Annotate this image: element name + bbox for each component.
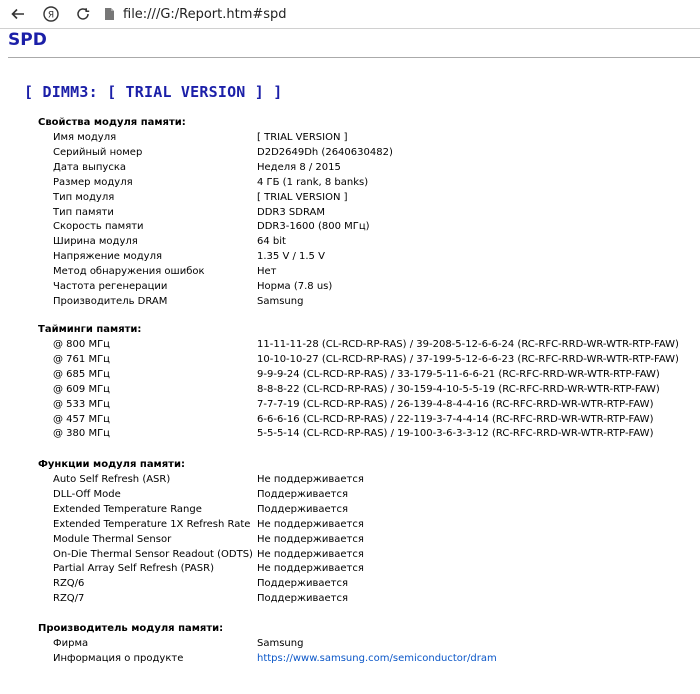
property-row [0,354,700,369]
property-value: Норма (7.8 us) [257,281,333,292]
back-button[interactable] [7,3,29,25]
property-name: Серийный номер [53,146,143,158]
property-value: 7-7-7-19 (CL-RCD-RP-RAS) / 26-139-4-8-4-4-16 (RC-RFC-RRD-WR-WTR-RTP-FAW) [257,398,654,410]
property-name: Extended Temperature 1X Refresh Rate [53,518,251,530]
property-row [0,296,700,311]
property-value: 64 bit [257,236,286,248]
property-row [0,534,700,549]
property-row [0,384,700,399]
property-value: 10-10-10-27 (CL-RCD-RP-RAS) / 37-199-5-12-6-6-23 (RC-RFC-RRD-WR-WTR-RTP-FAW) [257,353,679,365]
property-name: Auto Self Refresh (ASR) [53,474,171,485]
address-bar[interactable] [104,4,287,24]
property-name: Частота регенерации [53,281,168,292]
property-name: @ 761 МГц [53,353,110,365]
horizontal-rule [8,57,700,58]
property-value: 11-11-11-28 (CL-RCD-RP-RAS) / 39-208-5-12-6-6-24 (RC-RFC-RRD-WR-WTR-RTP-FAW) [257,339,679,350]
property-name: Производитель DRAM [53,295,168,307]
property-name: On-Die Thermal Sensor Readout (ODTS) [53,548,253,560]
page-logo: SPD [8,30,47,50]
property-row [0,504,700,519]
section-title: Тайминги памяти: [38,324,142,335]
property-name: RZQ/7 [53,593,85,605]
file-icon [104,7,115,21]
property-name: @ 533 МГц [53,398,110,410]
yandex-icon [43,6,59,22]
property-row [0,177,700,192]
yandex-button[interactable] [40,3,62,25]
toolbar-divider [0,28,700,29]
property-name: Ширина модуля [53,236,138,248]
property-row [0,593,700,608]
property-name: @ 800 МГц [53,339,110,350]
property-value: 8-8-8-22 (CL-RCD-RP-RAS) / 30-159-4-10-5-5-19 (RC-RFC-RRD-WR-WTR-RTP-FAW) [257,383,660,395]
property-row [0,236,700,251]
property-value: DDR3 SDRAM [257,206,325,218]
property-name: Partial Array Self Refresh (PASR) [53,563,214,575]
property-name: @ 457 МГц [53,413,110,425]
property-name: Скорость памяти [53,221,144,233]
property-row [0,192,700,207]
property-value: DDR3-1600 (800 МГц) [257,221,370,233]
property-row [0,653,700,668]
property-value: Samsung [257,295,304,307]
property-value: Не поддерживается [257,474,364,485]
property-row [0,266,700,281]
property-value: Samsung [257,638,304,649]
property-value: Не поддерживается [257,563,364,575]
property-value: D2D2649Dh (2640630482) [257,146,393,158]
property-name: Напряжение модуля [53,251,162,263]
property-value: 5-5-5-14 (CL-RCD-RP-RAS) / 19-100-3-6-3-3-12 (RC-RFC-RRD-WR-WTR-RTP-FAW) [257,428,654,440]
property-name: Дата выпуска [53,161,126,173]
property-row [0,162,700,177]
property-name: Фирма [53,638,89,649]
property-value: Не поддерживается [257,533,364,545]
property-row [0,578,700,593]
section-title: Функции модуля памяти: [38,459,185,470]
property-row [0,251,700,266]
property-row [0,638,700,653]
property-value: [ TRIAL VERSION ] [257,132,348,143]
svg-text:Я: Я [47,10,55,21]
property-row [0,428,700,443]
property-row [0,474,700,489]
property-row [0,414,700,429]
property-name: Module Thermal Sensor [53,533,172,545]
property-row [0,399,700,414]
property-value: Поддерживается [257,488,348,500]
property-row [0,549,700,564]
property-value: Не поддерживается [257,518,364,530]
property-value: 4 ГБ (1 rank, 8 banks) [257,176,369,188]
property-name: Информация о продукте [53,652,184,664]
property-name: Имя модуля [53,132,117,143]
property-row [0,147,700,162]
section-title: Производитель модуля памяти: [38,623,224,634]
property-name: Метод обнаружения ошибок [53,266,205,278]
property-value: Поддерживается [257,593,348,605]
address-text[interactable]: file:///G:/Report.htm#spd [123,6,287,22]
property-name: Тип памяти [53,206,114,218]
browser-toolbar [0,0,700,28]
property-value: 9-9-9-24 (CL-RCD-RP-RAS) / 33-179-5-11-6-6-21 (RC-RFC-RRD-WR-WTR-RTP-FAW) [257,368,660,380]
property-name: Тип модуля [53,191,115,203]
property-value: Нет [257,266,277,278]
reload-button[interactable] [72,3,94,25]
property-row [0,369,700,384]
property-name: @ 380 МГц [53,428,110,440]
property-row [0,519,700,534]
property-row [0,207,700,222]
property-value: [ TRIAL VERSION ] [257,191,348,203]
section-title: Свойства модуля памяти: [38,117,186,128]
property-row [0,563,700,578]
property-row [0,339,700,354]
reload-icon [76,7,90,21]
property-row [0,281,700,296]
product-info-link[interactable]: https://www.samsung.com/semiconductor/dram [257,652,497,664]
property-name: Размер модуля [53,176,133,188]
property-row [0,221,700,236]
property-value: Неделя 8 / 2015 [257,161,341,173]
property-row [0,489,700,504]
property-value: Не поддерживается [257,548,364,560]
property-name: RZQ/6 [53,578,85,590]
page-heading: [ DIMM3: [ TRIAL VERSION ] ] [24,83,283,101]
property-name: DLL-Off Mode [53,488,121,500]
property-value: Поддерживается [257,578,348,590]
back-arrow-icon [11,7,25,21]
property-name: Extended Temperature Range [53,503,202,515]
property-value: Поддерживается [257,503,348,515]
property-name: @ 685 МГц [53,368,110,380]
property-name: @ 609 МГц [53,383,110,395]
property-value: 1.35 V / 1.5 V [257,251,325,263]
property-value: 6-6-6-16 (CL-RCD-RP-RAS) / 22-119-3-7-4-4-14 (RC-RFC-RRD-WR-WTR-RTP-FAW) [257,413,654,425]
property-row [0,132,700,147]
